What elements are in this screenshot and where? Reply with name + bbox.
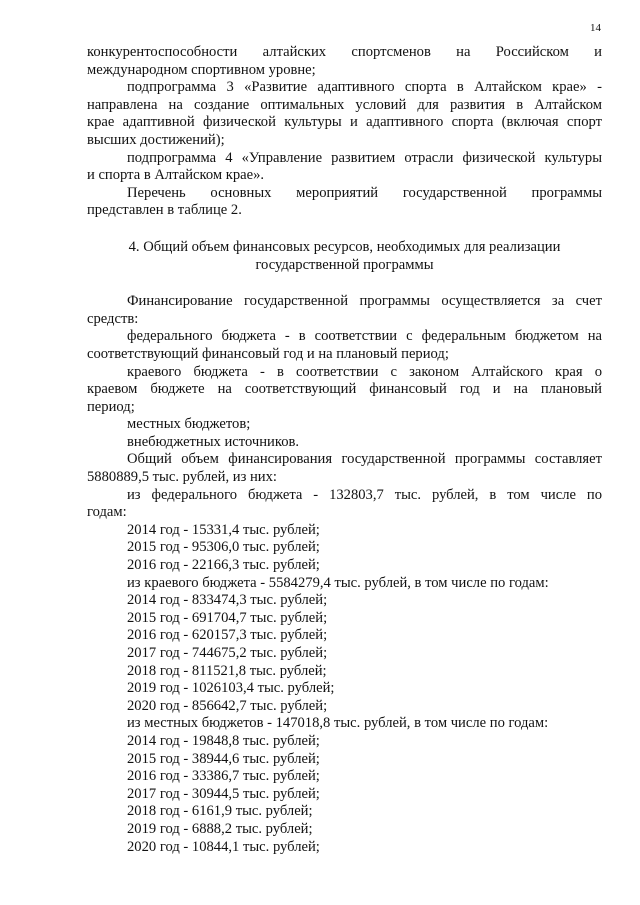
list-item: 2014 год - 15331,4 тыс. рублей; — [127, 521, 320, 538]
federal-years-list — [87, 522, 602, 575]
section-heading-line: государственной программы — [255, 256, 434, 273]
paragraph-line: средств: — [87, 310, 139, 327]
list-item: 2020 год - 856642,7 тыс. рублей; — [127, 697, 328, 714]
list-item: 2017 год - 30944,5 тыс. рублей; — [127, 785, 320, 802]
paragraph-line: местных бюджетов; — [127, 416, 251, 433]
list-item: 2017 год - 744675,2 тыс. рублей; — [127, 645, 328, 661]
paragraph-line: Перечень основных мероприятий государственной программы — [127, 184, 602, 201]
list-item: 2016 год - 620157,3 тыс. рублей; — [127, 627, 328, 644]
paragraph-line: направлена на создание оптимальных условий для развития в Алтайском — [87, 96, 602, 113]
list-item: 2015 год - 691704,7 тыс. рублей; — [127, 609, 328, 626]
paragraph-line: крае адаптивной физической культуры и адаптивного спорта (включая спорт — [87, 114, 602, 131]
paragraph-line: период; — [87, 398, 135, 415]
paragraph-line: из краевого бюджета - 5584279,4 тыс. рублей, в том числе по годам: — [127, 574, 549, 591]
paragraph-line: краевом бюджете на соответствующий финансовый год и на плановый — [87, 381, 602, 398]
paragraph-line: Общий объем финансирования государственной программы составляет — [127, 451, 602, 468]
paragraph-line: из федерального бюджета - 132803,7 тыс. рублей, в том числе по — [127, 486, 602, 503]
paragraph-line: краевого бюджета - в соответствии с законом Алтайского края о — [127, 363, 602, 380]
paragraph-line: высших достижений); — [87, 131, 225, 148]
paragraph-line: 5880889,5 тыс. рублей, из них: — [87, 469, 277, 486]
paragraph-line: годам: — [87, 504, 127, 521]
section-heading — [87, 239, 602, 274]
local-years-list — [87, 733, 602, 856]
list-item: 2020 год - 10844,1 тыс. рублей; — [127, 838, 320, 855]
list-item: 2015 год - 38944,6 тыс. рублей; — [127, 750, 320, 767]
list-item: 2014 год - 19848,8 тыс. рублей; — [127, 732, 320, 749]
paragraph-line: Финансирование государственной программы осуществляется за счет — [127, 293, 602, 310]
paragraph-line: конкурентоспособности алтайских спортсменов на Российском и — [87, 44, 602, 60]
paragraph-line: из местных бюджетов - 147018,8 тыс. рублей, в том числе по годам: — [127, 715, 549, 732]
list-item: 2018 год - 6161,9 тыс. рублей; — [127, 803, 313, 820]
list-item: 2015 год - 95306,0 тыс. рублей; — [127, 539, 320, 556]
paragraph-line: международном спортивном уровне; — [87, 61, 316, 78]
list-item: 2018 год - 811521,8 тыс. рублей; — [127, 662, 327, 679]
paragraph-line: и спорта в Алтайском крае». — [87, 167, 265, 184]
list-item: 2014 год - 833474,3 тыс. рублей; — [127, 592, 328, 609]
list-item: 2016 год - 33386,7 тыс. рублей; — [127, 768, 320, 785]
paragraph-line: представлен в таблице 2. — [87, 202, 242, 219]
paragraph-line: подпрограмма 3 «Развитие адаптивного спорта в Алтайском крае» - — [127, 79, 602, 96]
paragraph-line: соответствующий финансовый год и на плановый период; — [87, 345, 449, 362]
list-item: 2016 год - 22166,3 тыс. рублей; — [127, 557, 320, 574]
document-body — [87, 44, 602, 856]
paragraph-line: подпрограмма 4 «Управление развитием отрасли физической культуры — [127, 149, 602, 166]
paragraph-line: федерального бюджета - в соответствии с федеральным бюджетом на — [127, 328, 602, 345]
list-item: 2019 год - 6888,2 тыс. рублей; — [127, 820, 313, 837]
page-number: 14 — [590, 22, 601, 34]
list-item: 2019 год - 1026103,4 тыс. рублей; — [127, 680, 335, 697]
regional-years-list — [87, 592, 602, 715]
paragraph-line: внебюджетных источников. — [127, 433, 300, 450]
section-heading-line: 4. Общий объем финансовых ресурсов, необходимых для реализации — [128, 238, 561, 255]
